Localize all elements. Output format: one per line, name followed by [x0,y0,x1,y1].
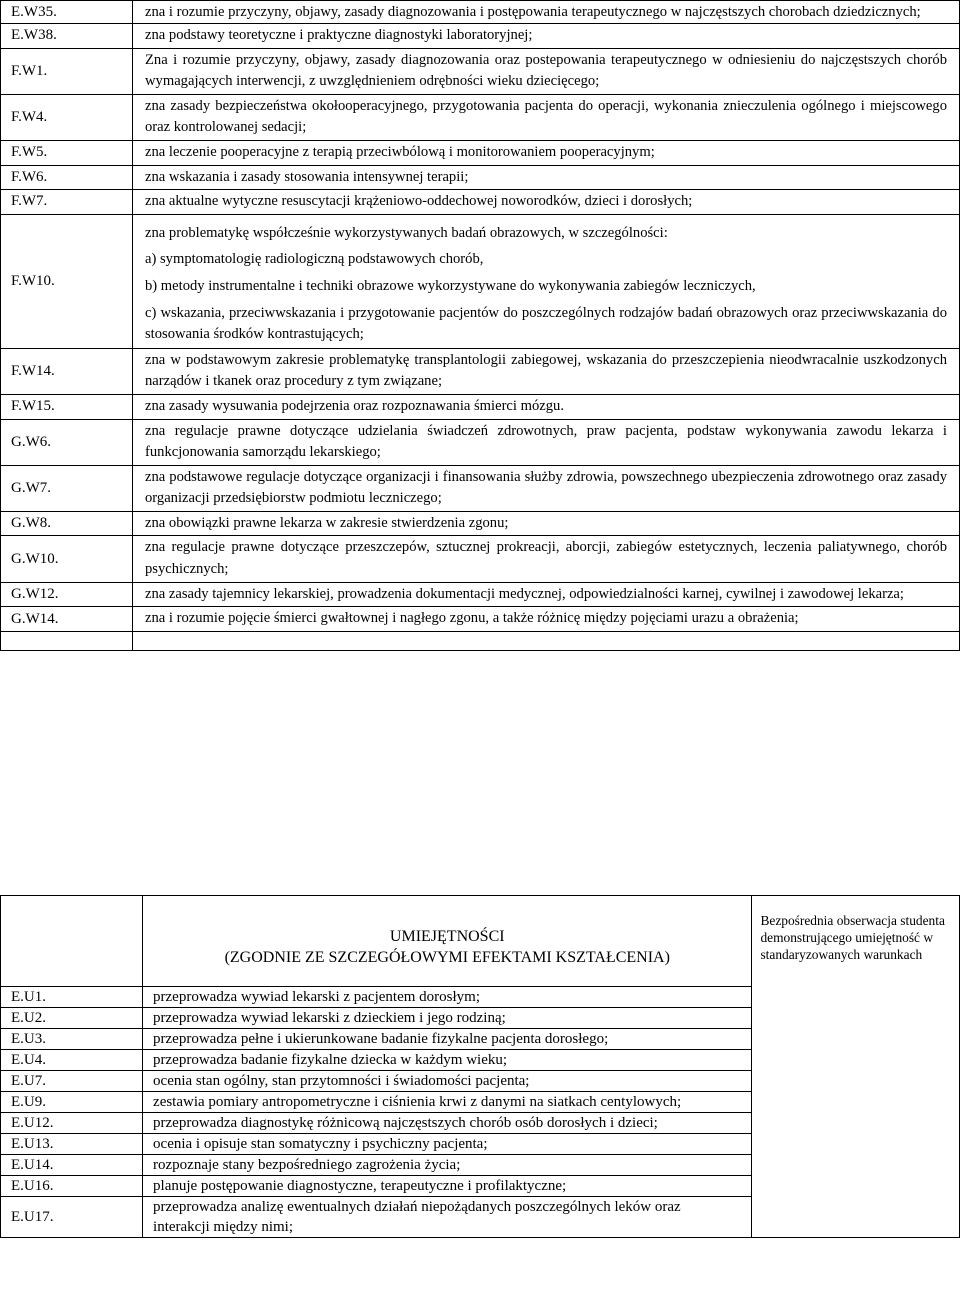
knowledge-description [133,140,960,165]
blank-cell [133,631,960,650]
knowledge-row [1,348,960,394]
knowledge-text: zna i rozumie pojęcie śmierci gwałtownej i nagłego zgonu, a także różnicę między pojęciami urazu a obrażenia; [145,610,799,627]
knowledge-text: zna obowiązki prawne lekarza w zakresie stwierdzenia zgonu; [145,514,509,531]
knowledge-description [133,190,960,215]
skill-code: E.U1. [1,987,143,1008]
knowledge-row [1,165,960,190]
skill-description: przeprowadza wywiad lekarski z dzieckiem i jego rodziną; [143,1008,752,1029]
skills-table [0,895,960,1238]
knowledge-text: zna i rozumie przyczyny, objawy, zasady diagnozowania i postępowania terapeutycznego w najczęstszych chorobach dziedzicznych; [145,4,921,20]
knowledge-description [133,465,960,511]
knowledge-text: zna aktualne wytyczne resuscytacji krążeniowo-oddechowej noworodków, dzieci i dorosłych; [145,193,693,210]
knowledge-row [1,536,960,582]
knowledge-text: zna problematykę współcześnie wykorzystywanych badań obrazowych, w szczególności: [145,224,668,241]
knowledge-text: zna zasady bezpieczeństwa okołooperacyjnego, przygotowania pacjenta do operacji, wykonania znieczulenia ogólnego i miejscowego oraz kontrolowanej sedacji; [145,97,947,136]
knowledge-code: E.W38. [1,24,133,49]
knowledge-description [133,1,960,24]
knowledge-code: G.W10. [1,536,133,582]
knowledge-code: F.W1. [1,48,133,94]
skill-description: planuje postępowanie diagnostyczne, terapeutyczne i profilaktyczne; [143,1176,752,1197]
knowledge-row [1,140,960,165]
knowledge-description [133,582,960,607]
skill-description: ocenia i opisuje stan somatyczny i psychiczny pacjenta; [143,1134,752,1155]
skills-subtitle: (ZGODNIE ZE SZCZEGÓŁOWYMI EFEKTAMI KSZTAŁCENIA) [224,949,670,966]
knowledge-description [133,536,960,582]
skills-header-row [1,896,960,987]
skill-description: przeprowadza diagnostykę różnicową najczęstszych chorób osób dorosłych i dzieci; [143,1113,752,1134]
skill-code: E.U7. [1,1071,143,1092]
knowledge-description [133,165,960,190]
knowledge-description [133,214,960,348]
knowledge-description [133,94,960,140]
skill-description: przeprowadza badanie fizykalne dziecka w każdym wieku; [143,1050,752,1071]
knowledge-row [1,1,960,24]
skill-description: rozpoznaje stany bezpośredniego zagrożenia życia; [143,1155,752,1176]
knowledge-row [1,394,960,419]
skill-code: E.U14. [1,1155,143,1176]
skill-code: E.U4. [1,1050,143,1071]
knowledge-text: zna leczenie pooperacyjne z terapią przeciwbólową i monitorowaniem pooperacyjnym; [145,143,655,160]
knowledge-row [1,94,960,140]
skill-code: E.U2. [1,1008,143,1029]
knowledge-text: Zna i rozumie przyczyny, objawy, zasady diagnozowania oraz postepowania terapeutycznego w odniesieniu do najczęstszych chorób wymagających interwencji, z uwzględnieniem odrębności wieku dziecięcego; [145,51,947,90]
assessment-method-cell [752,896,960,1238]
blank-cell [1,631,133,650]
skill-code: E.U16. [1,1176,143,1197]
knowledge-row [1,511,960,536]
knowledge-description [133,24,960,49]
knowledge-code: F.W6. [1,165,133,190]
knowledge-code: F.W14. [1,348,133,394]
skill-code: E.U3. [1,1029,143,1050]
knowledge-text: zna w podstawowym zakresie problematykę transplantologii zabiegowej, wskazania do przeszczepienia nieodwracalnie uszkodzonych narządów i tkanek oraz procedury z tym związane; [145,351,947,390]
skills-header-code-cell [1,896,143,987]
knowledge-code: F.W15. [1,394,133,419]
knowledge-description [133,419,960,465]
skill-description: ocenia stan ogólny, stan przytomności i świadomości pacjenta; [143,1071,752,1092]
knowledge-code: E.W35. [1,1,133,24]
knowledge-text: zna regulacje prawne dotyczące udzielania świadczeń zdrowotnych, praw pacjenta, podstaw wykonywania zawodu lekarza i funkcjonowania samorządu lekarskiego; [145,422,947,461]
skill-description: przeprowadza wywiad lekarski z pacjentem dorosłym; [143,987,752,1008]
skill-description: zestawia pomiary antropometryczne i ciśnienia krwi z danymi na siatkach centylowych; [143,1092,752,1113]
knowledge-text: a) symptomatologię radiologiczną podstawowych chorób, [145,251,484,268]
skill-description: przeprowadza pełne i ukierunkowane badanie fizykalne pacjenta dorosłego; [143,1029,752,1050]
knowledge-row [1,190,960,215]
blank-row [1,631,960,650]
knowledge-text: zna wskazania i zasady stosowania intensywnej terapii; [145,168,469,185]
knowledge-description [133,348,960,394]
skill-description: przeprowadza analizę ewentualnych działań niepożądanych poszczególnych leków oraz interakcji między nimi; [143,1197,752,1238]
knowledge-row [1,607,960,632]
knowledge-text: zna regulacje prawne dotyczące przeszczepów, sztucznej prokreacji, aborcji, zabiegów estetycznych, leczenia paliatywnego, chorób psychicznych; [145,539,947,578]
skill-code: E.U9. [1,1092,143,1113]
knowledge-text: zna podstawy teoretyczne i praktyczne diagnostyki laboratoryjnej; [145,27,533,43]
knowledge-code: F.W7. [1,190,133,215]
skills-title: UMIEJĘTNOŚCI [389,928,505,945]
knowledge-row [1,214,960,348]
assessment-method-note: Bezpośrednia obserwacja studenta demonstrującego umiejętność w standaryzowanych warunkach [760,913,945,962]
knowledge-text: b) metody instrumentalne i techniki obrazowe wykorzystywane do wykonywania zabiegów leczniczych, [145,277,756,294]
knowledge-description [133,48,960,94]
knowledge-text: zna zasady tajemnicy lekarskiej, prowadzenia dokumentacji medycznej, odpowiedzialności karnej, cywilnej i zawodowej lekarza; [145,585,904,602]
knowledge-row [1,419,960,465]
knowledge-text: zna zasady wysuwania podejrzenia oraz rozpoznawania śmierci mózgu. [145,397,564,414]
knowledge-row [1,48,960,94]
knowledge-code: G.W6. [1,419,133,465]
knowledge-row [1,24,960,49]
knowledge-code: G.W8. [1,511,133,536]
skill-code: E.U12. [1,1113,143,1134]
knowledge-text: c) wskazania, przeciwwskazania i przygotowanie pacjentów do poszczególnych rodzajów badań obrazowych oraz przeciwwskazania do stosowania środków kontrastujących; [145,304,947,343]
knowledge-description [133,607,960,632]
knowledge-code: F.W5. [1,140,133,165]
knowledge-text: zna podstawowe regulacje dotyczące organizacji i finansowania służby zdrowia, powszechnego ubezpieczenia zdrowotnego oraz zasady organizacji przedsiębiorstw podmiotu leczniczego; [145,468,947,507]
skill-code: E.U13. [1,1134,143,1155]
knowledge-code: G.W12. [1,582,133,607]
knowledge-row [1,582,960,607]
skills-header-cell [143,896,752,987]
knowledge-code: F.W4. [1,94,133,140]
knowledge-code: F.W10. [1,214,133,348]
skill-code: E.U17. [1,1197,143,1238]
knowledge-code: G.W7. [1,465,133,511]
knowledge-description [133,394,960,419]
knowledge-code: G.W14. [1,607,133,632]
knowledge-description [133,511,960,536]
knowledge-row [1,465,960,511]
